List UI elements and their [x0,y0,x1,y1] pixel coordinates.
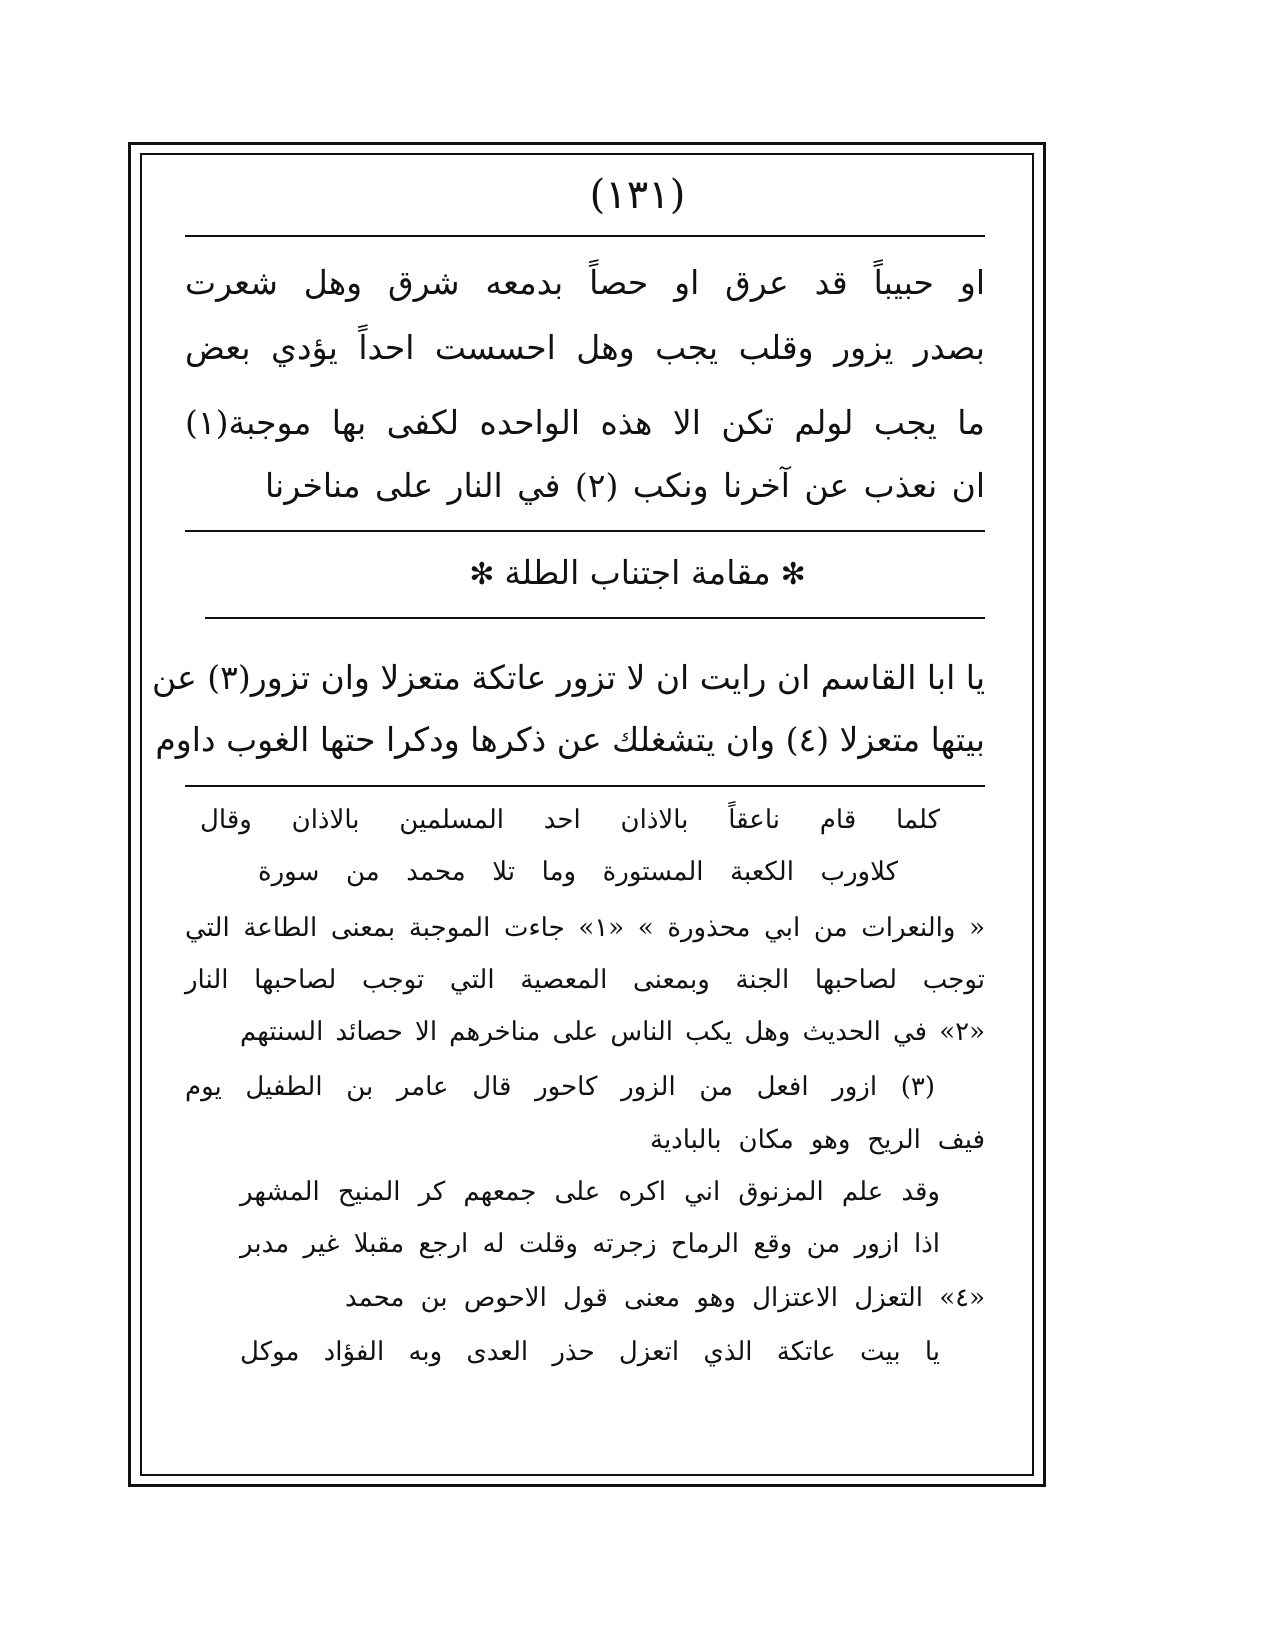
body-line-1: يا ابا القاسم ان رايت ان لا تزور عاتكة متعزلا وان تزور(٣) عن [151,658,985,697]
ornament-left-icon: ✻ [469,557,495,592]
verse-line-3: ما يجب لولم تكن الا هذه الواحده لكفى بها موجبة(١) [185,403,985,442]
footnote-line-8: وقد علم المزنوق اني اكره على جمعهم كر المنيح المشهر [240,1177,940,1207]
section-heading-text: مقامة اجتناب الطلة [504,553,771,592]
footnote-line-9: اذا ازور من وقع الرماح زجرته وقلت له ارجع مقبلا غير مدبر [240,1229,940,1259]
footnote-line-3: « والنعرات من ابي محذورة » «١» جاءت الموجبة بمعنى الطاعة التي [185,913,985,943]
heading-divider-bottom [205,617,985,619]
verse-line-2: بصدر يزور وقلب يجب وهل احسست احداً يؤدي بعض [185,328,985,367]
page-number: (١٣١) [589,172,686,218]
footnote-line-6: (٣) ازور افعل من الزور كاحور قال عامر بن الطفيل يوم [185,1072,935,1102]
ornament-right-icon: ✻ [780,557,806,592]
verse-line-4: ان نعذب عن آخرنا ونكب (٢) في النار على مناخرنا [265,466,985,505]
heading-divider-top [185,530,985,532]
body-line-2: بيتها متعزلا (٤) وان يتشغلك عن ذكرها ودكرا حتها الغوب داوم [155,720,985,759]
footnote-divider [185,785,985,787]
top-divider [185,235,985,237]
verse-line-1: او حبيباً قد عرق او حصاً بدمعه شرق وهل شعرت [185,263,985,302]
footnote-line-10: «٤» التعزل الاعتزال وهو معنى قول الاحوص بن محمد [345,1283,985,1313]
footnote-line-7: فيف الريح وهو مكان بالبادية [650,1125,985,1155]
footnote-line-4: توجب لصاحبها الجنة وبمعنى المعصية التي توجب لصاحبها النار [185,965,985,995]
footnote-line-5: «٢» في الحديث وهل يكب الناس على مناخرهم الا حصائد السنتهم [240,1017,985,1047]
section-heading [0,545,1275,603]
footnote-line-2: كلاورب الكعبة المستورة وما تلا محمد من سورة [258,857,898,887]
footnote-line-1: كلما قام ناعقاً بالاذان احد المسلمين بالاذان وقال [200,805,940,835]
footnote-line-11: يا بيت عاتكة الذي اتعزل حذر العدى وبه الفؤاد موكل [240,1337,940,1367]
